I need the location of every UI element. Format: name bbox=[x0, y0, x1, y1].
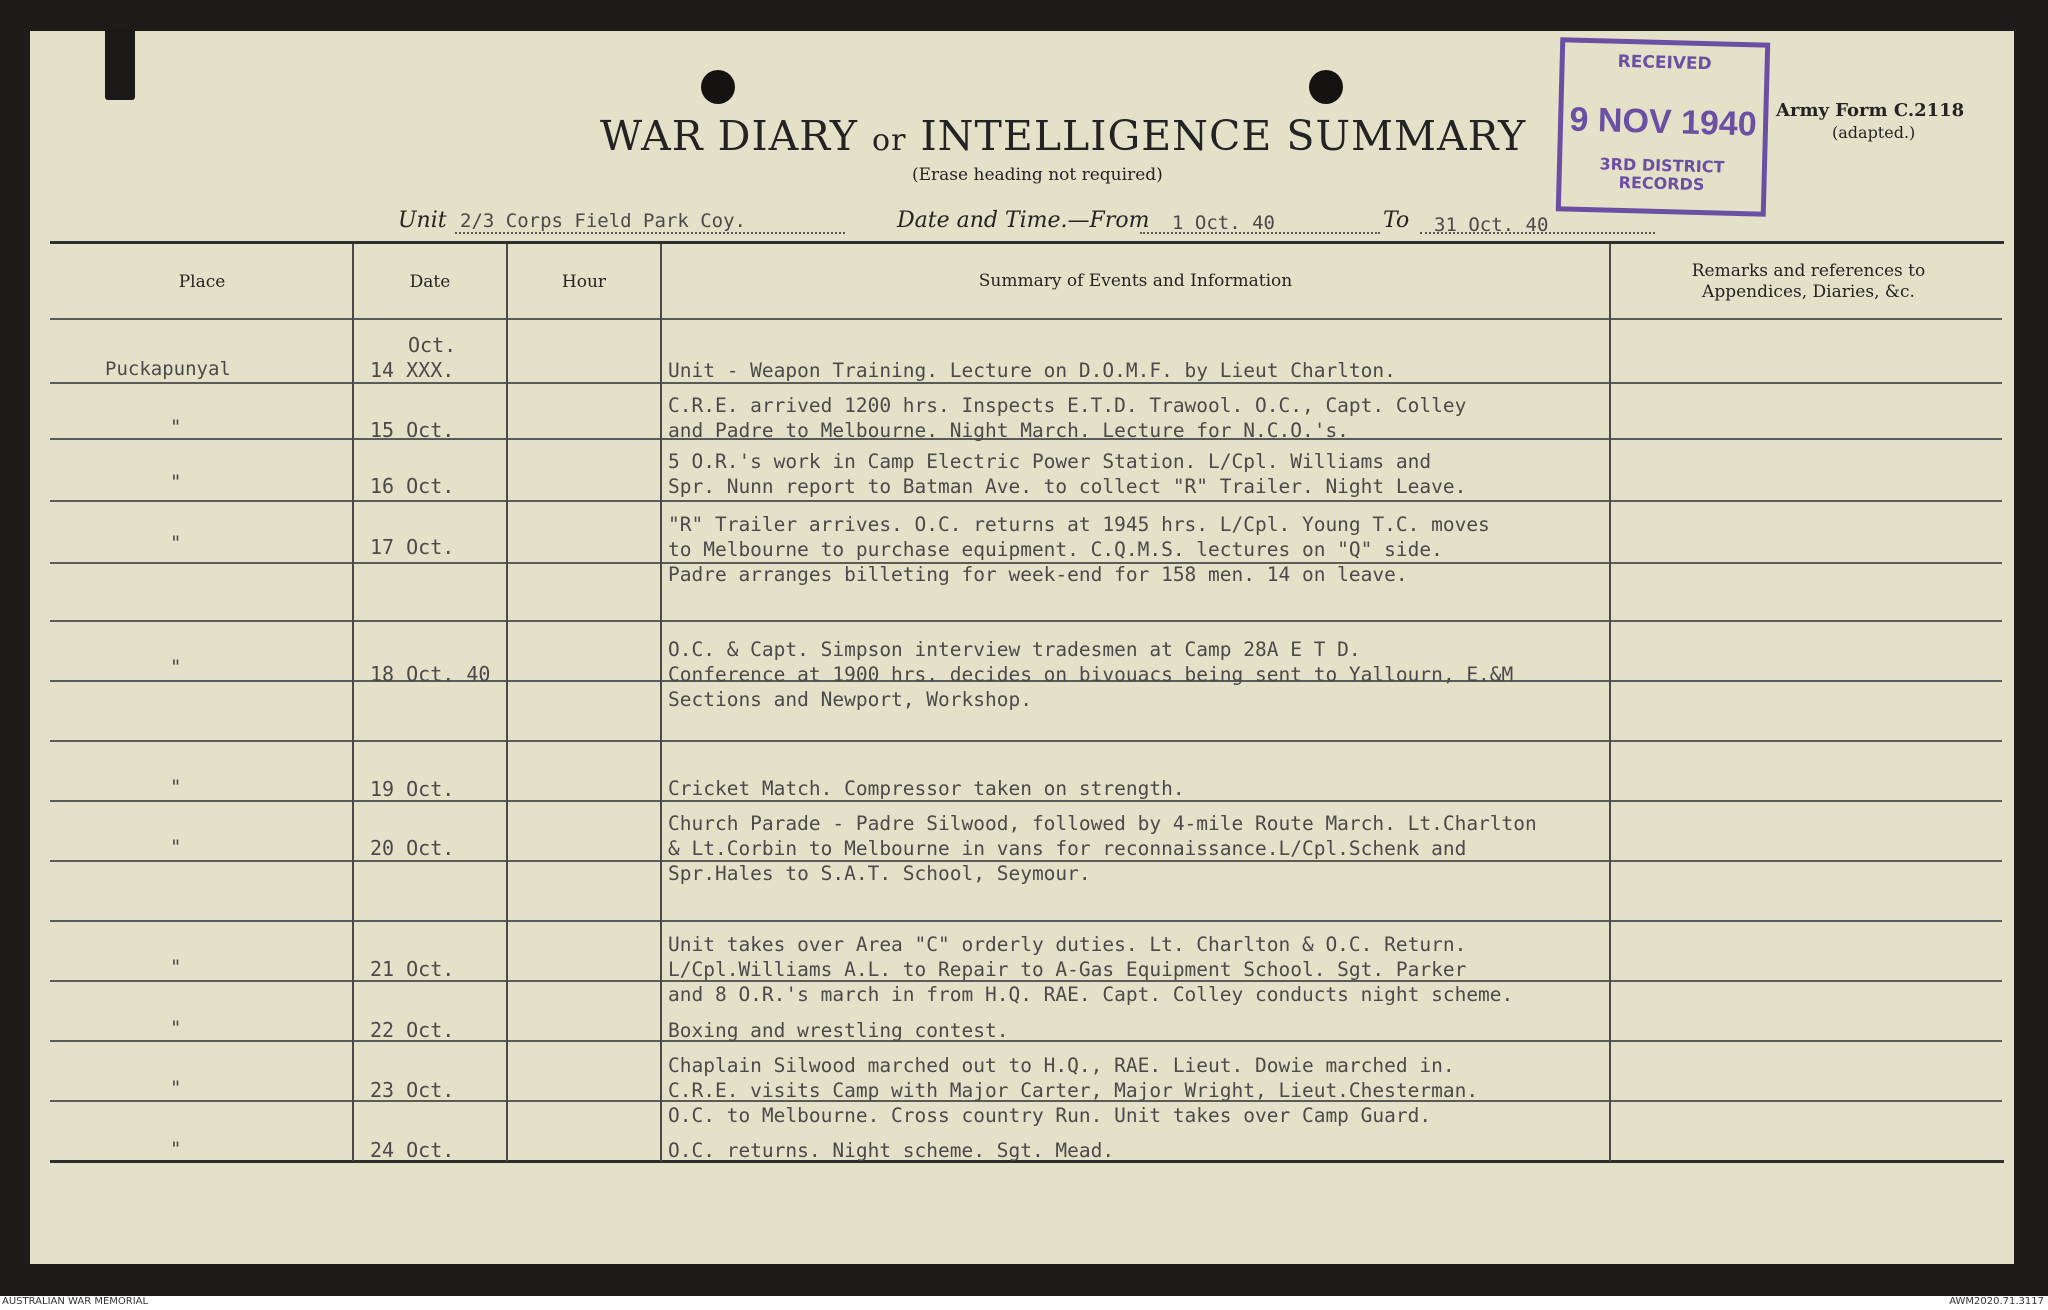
stamp-district: 3RD DISTRICT bbox=[1599, 154, 1725, 177]
entry-date: 24 Oct. bbox=[370, 1138, 455, 1162]
from-dotted-line bbox=[1140, 232, 1380, 234]
entry-place: " bbox=[170, 1017, 182, 1039]
summary-line: Conference at 1900 hrs. decides on bivouacs being sent to Yallourn, E.&M bbox=[668, 663, 1514, 686]
col-header-summary: Summary of Events and Information bbox=[978, 271, 1293, 291]
unit-label: Unit bbox=[398, 208, 447, 233]
entry-place: " bbox=[170, 1077, 182, 1099]
col-header-hour: Hour bbox=[561, 272, 607, 292]
entry-date-above: Oct. bbox=[408, 333, 457, 357]
entry-summary bbox=[668, 932, 1513, 1007]
entry-place: " bbox=[170, 956, 182, 978]
unit-value: 2/3 Corps Field Park Coy. bbox=[460, 210, 746, 232]
entry-summary bbox=[668, 776, 1185, 801]
column-divider bbox=[1609, 244, 1611, 1161]
summary-line: Church Parade - Padre Silwood, followed by 4-mile Route March. Lt.Charlton bbox=[668, 812, 1537, 835]
summary-line: O.C. & Capt. Simpson interview tradesmen at Camp 28A E T D. bbox=[668, 638, 1361, 661]
column-divider bbox=[352, 244, 354, 1161]
entry-summary bbox=[668, 393, 1466, 443]
row-rule bbox=[50, 920, 2002, 922]
punch-hole-right bbox=[1309, 70, 1343, 104]
to-label: To bbox=[1383, 208, 1410, 233]
form-adapted: (adapted.) bbox=[1832, 123, 1916, 142]
entry-date: 14 XXX. bbox=[370, 358, 455, 382]
row-rule bbox=[50, 620, 2002, 622]
entry-place: Puckapunyal bbox=[105, 358, 231, 380]
entry-place: " bbox=[170, 416, 182, 438]
entry-date: 20 Oct. bbox=[370, 836, 455, 860]
summary-line: 5 O.R.'s work in Camp Electric Power Station. L/Cpl. Williams and bbox=[668, 450, 1432, 473]
entry-date: 21 Oct. bbox=[370, 957, 455, 981]
entry-summary bbox=[668, 512, 1490, 587]
to-value: 31 Oct. 40 bbox=[1434, 214, 1549, 236]
summary-line: Padre arranges billeting for week-end for 158 men. 14 on leave. bbox=[668, 563, 1408, 586]
summary-line: C.R.E. arrived 1200 hrs. Inspects E.T.D. Trawool. O.C., Capt. Colley bbox=[668, 394, 1467, 417]
column-divider bbox=[506, 244, 508, 1161]
summary-line: Sections and Newport, Workshop. bbox=[668, 688, 1032, 711]
entry-place: " bbox=[170, 656, 182, 678]
summary-line: Spr. Nunn report to Batman Ave. to collect "R" Trailer. Night Leave. bbox=[668, 475, 1467, 498]
summary-line: C.R.E. visits Camp with Major Carter, Major Wright, Lieut.Chesterman. bbox=[668, 1079, 1479, 1102]
summary-line: to Melbourne to purchase equipment. C.Q.M.S. lectures on "Q" side. bbox=[668, 538, 1443, 561]
col-header-date: Date bbox=[409, 272, 451, 292]
entry-date: 16 Oct. bbox=[370, 474, 455, 498]
entry-place: " bbox=[170, 471, 182, 493]
entry-summary bbox=[668, 1018, 1008, 1043]
summary-line: and 8 O.R.'s march in from H.Q. RAE. Capt. Colley conducts night scheme. bbox=[668, 983, 1514, 1006]
entry-summary bbox=[668, 811, 1537, 886]
entry-date: 15 Oct. bbox=[370, 418, 455, 442]
summary-line: L/Cpl.Williams A.L. to Repair to A-Gas Equipment School. Sgt. Parker bbox=[668, 958, 1467, 981]
form-number: Army Form C.2118 bbox=[1776, 100, 1965, 121]
entry-summary bbox=[668, 449, 1466, 499]
entry-summary bbox=[668, 1138, 1114, 1163]
col-header-remarks-line1: Remarks and references to bbox=[1691, 261, 1926, 281]
summary-line: Unit takes over Area "C" orderly duties. Lt. Charlton & O.C. Return. bbox=[668, 933, 1467, 956]
row-rule bbox=[50, 500, 2002, 502]
entry-date: 22 Oct. bbox=[370, 1018, 455, 1042]
title-part2: INTELLIGENCE SUMMARY bbox=[920, 112, 1527, 160]
entry-place: " bbox=[170, 836, 182, 858]
row-rule bbox=[50, 1040, 2002, 1042]
form-title bbox=[600, 112, 1526, 160]
summary-line: Spr.Hales to S.A.T. School, Seymour. bbox=[668, 862, 1091, 885]
summary-line: Boxing and wrestling contest. bbox=[668, 1019, 1009, 1042]
header-bottom-rule bbox=[50, 318, 2002, 320]
unit-dotted-line bbox=[455, 232, 845, 234]
entry-date: 19 Oct. bbox=[370, 777, 455, 801]
entry-date: 17 Oct. bbox=[370, 535, 455, 559]
table-top-rule bbox=[50, 241, 2004, 244]
datetime-label: Date and Time.—From bbox=[897, 208, 1150, 233]
footer-right: AWM2020.71.3117 bbox=[1949, 1296, 2044, 1307]
received-stamp bbox=[1556, 37, 1770, 216]
title-or: or bbox=[872, 123, 907, 158]
col-header-remarks bbox=[1611, 261, 2006, 303]
summary-line: & Lt.Corbin to Melbourne in vans for reconnaissance.L/Cpl.Schenk and bbox=[668, 837, 1467, 860]
entry-date: 23 Oct. bbox=[370, 1078, 455, 1102]
summary-line: O.C. to Melbourne. Cross country Run. Unit takes over Camp Guard. bbox=[668, 1104, 1432, 1127]
from-value: 1 Oct. 40 bbox=[1172, 212, 1275, 234]
stamp-office bbox=[1561, 154, 1762, 195]
entry-summary bbox=[668, 1053, 1478, 1128]
punch-hole-left bbox=[701, 70, 735, 104]
row-rule bbox=[50, 740, 2002, 742]
stamp-records: RECORDS bbox=[1618, 172, 1705, 195]
title-part1: WAR DIARY bbox=[600, 112, 858, 160]
summary-line: "R" Trailer arrives. O.C. returns at 1945 hrs. L/Cpl. Young T.C. moves bbox=[668, 513, 1490, 536]
to-dotted-line bbox=[1420, 232, 1655, 234]
entry-place: " bbox=[170, 1138, 182, 1160]
entry-summary bbox=[668, 637, 1513, 712]
footer-left: AUSTRALIAN WAR MEMORIAL bbox=[2, 1296, 149, 1307]
entry-place: " bbox=[170, 776, 182, 798]
summary-line: O.C. returns. Night scheme. Sgt. Mead. bbox=[668, 1139, 1115, 1162]
summary-line: Cricket Match. Compressor taken on strength. bbox=[668, 777, 1185, 800]
entry-date: 18 Oct. 40 bbox=[370, 662, 491, 686]
col-header-place: Place bbox=[178, 272, 226, 292]
form-subtitle: (Erase heading not required) bbox=[912, 165, 1163, 185]
stamp-date: 9 NOV 1940 bbox=[1569, 100, 1758, 144]
tape-mark bbox=[105, 28, 135, 100]
summary-line: Chaplain Silwood marched out to H.Q., RAE. Lieut. Dowie marched in. bbox=[668, 1054, 1455, 1077]
entry-place: " bbox=[170, 532, 182, 554]
column-divider bbox=[660, 244, 662, 1161]
entry-summary bbox=[668, 358, 1396, 383]
summary-line: and Padre to Melbourne. Night March. Lecture for N.C.O.'s. bbox=[668, 419, 1349, 442]
summary-line: Unit - Weapon Training. Lecture on D.O.M.F. by Lieut Charlton. bbox=[668, 359, 1396, 382]
col-header-remarks-line2: Appendices, Diaries, &c. bbox=[1702, 282, 1915, 302]
stamp-received: RECEIVED bbox=[1617, 51, 1712, 75]
